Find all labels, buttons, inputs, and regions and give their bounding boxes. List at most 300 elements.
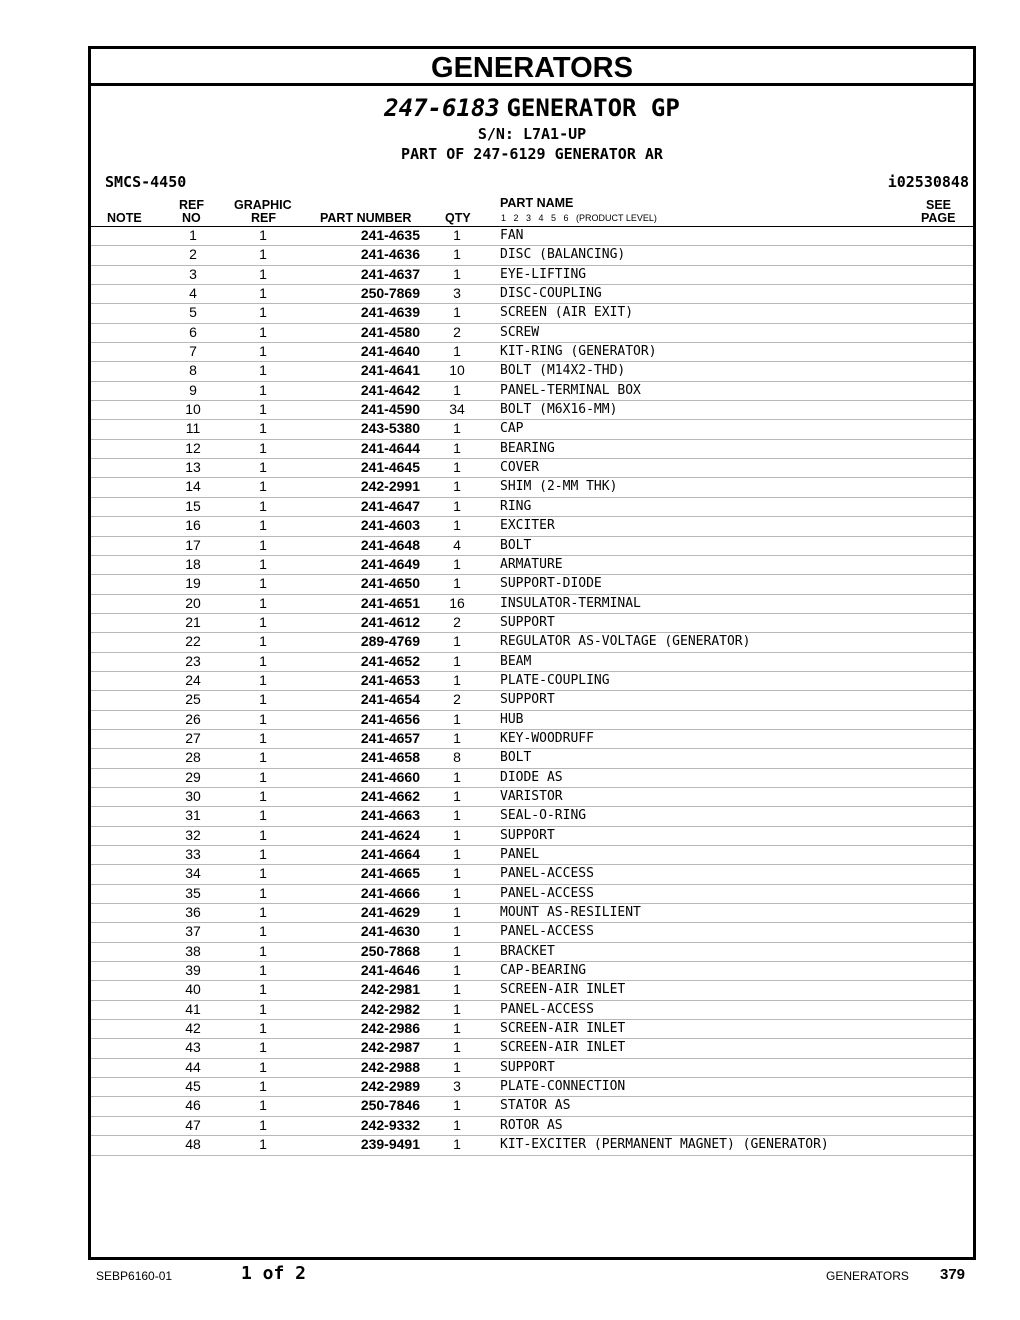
header-part-name: PART NAME (500, 196, 574, 210)
part-name: KIT-EXCITER (PERMANENT MAGNET) (GENERATOR) (500, 1137, 829, 1153)
part-number[interactable]: 241-4590 (360, 401, 420, 418)
ref-no: 3 (189, 265, 197, 282)
quantity: 2 (453, 691, 461, 708)
part-name: KEY-WOODRUFF (500, 730, 594, 746)
graphic-ref: 1 (259, 865, 267, 882)
part-number[interactable]: 241-4635 (360, 227, 420, 243)
parts-list-frame (88, 46, 976, 1260)
section-title: GENERATORS (91, 49, 973, 86)
part-name: SCREW (500, 324, 540, 340)
ref-no: 1 (189, 227, 197, 243)
quantity: 1 (453, 846, 461, 862)
graphic-ref: 1 (259, 420, 267, 437)
quantity: 2 (453, 613, 461, 630)
table-row (91, 362, 973, 381)
quantity: 2 (453, 323, 461, 340)
quantity: 1 (453, 517, 461, 534)
quantity: 4 (453, 536, 461, 553)
part-name: STATOR AS (500, 1098, 571, 1114)
ref-no: 32 (185, 826, 201, 843)
group-name: GENERATOR GP (506, 94, 680, 122)
graphic-ref: 1 (259, 710, 267, 727)
graphic-ref: 1 (259, 517, 267, 534)
table-row (91, 846, 973, 865)
part-number[interactable]: 241-4657 (360, 729, 420, 746)
ref-no: 22 (185, 633, 201, 650)
ref-no: 39 (185, 962, 201, 979)
table-row (91, 788, 973, 807)
graphic-ref: 1 (259, 227, 267, 243)
part-number[interactable]: 241-4580 (360, 323, 420, 340)
quantity: 1 (453, 865, 461, 882)
ref-no: 10 (185, 401, 201, 418)
ref-no: 25 (185, 691, 201, 708)
quantity: 1 (453, 1000, 461, 1017)
table-row (91, 962, 973, 981)
part-of-line: PART OF 247-6129 GENERATOR AR (401, 145, 663, 163)
ref-no: 36 (185, 904, 201, 921)
ref-no: 23 (185, 652, 201, 669)
part-name: RING (500, 498, 532, 514)
graphic-ref: 1 (259, 459, 267, 476)
part-name: BEARING (500, 440, 555, 456)
part-number[interactable]: 242-2988 (360, 1058, 420, 1075)
quantity: 3 (453, 1078, 461, 1095)
part-number[interactable]: 243-5380 (360, 420, 420, 437)
part-name: PANEL-ACCESS (500, 1001, 594, 1017)
part-number[interactable]: 242-9332 (360, 1116, 420, 1133)
ref-no: 30 (185, 787, 201, 804)
graphic-ref: 1 (259, 1097, 267, 1114)
quantity: 1 (453, 1116, 461, 1133)
part-number[interactable]: 250-7846 (360, 1097, 420, 1114)
quantity: 1 (453, 923, 461, 940)
part-number[interactable]: 241-4644 (360, 439, 420, 456)
ref-no: 38 (185, 942, 201, 959)
part-number[interactable]: 242-2982 (360, 1000, 420, 1017)
table-row (91, 614, 973, 633)
quantity: 1 (453, 227, 461, 243)
table-row (91, 1136, 973, 1155)
header-graphic-ref: REF (251, 211, 276, 225)
part-name: DIODE AS (500, 769, 563, 785)
ref-no: 11 (185, 420, 201, 437)
document-id: SEBP6160-01 (96, 1269, 173, 1283)
ref-no: 13 (185, 459, 201, 476)
graphic-ref: 1 (259, 1116, 267, 1133)
quantity: 1 (453, 768, 461, 785)
quantity: 1 (453, 671, 461, 688)
part-number[interactable]: 241-4663 (360, 807, 420, 824)
graphic-ref: 1 (259, 401, 267, 418)
part-name: EYE-LIFTING (500, 266, 587, 282)
table-row (91, 749, 973, 768)
quantity: 1 (453, 652, 461, 669)
part-name: PLATE-CONNECTION (500, 1079, 626, 1095)
ref-no: 27 (185, 729, 201, 746)
table-row (91, 266, 973, 285)
ref-no: 35 (185, 884, 201, 901)
graphic-ref: 1 (259, 981, 267, 998)
graphic-ref: 1 (259, 304, 267, 321)
ref-no: 21 (185, 613, 201, 630)
table-row (91, 653, 973, 672)
part-number[interactable]: 241-4660 (360, 768, 420, 785)
graphic-ref: 1 (259, 846, 267, 862)
part-name: CAP-BEARING (500, 963, 587, 979)
graphic-ref: 1 (259, 1136, 267, 1153)
part-name: PANEL-ACCESS (500, 885, 594, 901)
graphic-ref: 1 (259, 246, 267, 263)
quantity: 1 (453, 439, 461, 456)
table-row (91, 382, 973, 401)
table-row (91, 246, 973, 265)
quantity: 10 (449, 362, 465, 379)
ref-no: 44 (185, 1058, 201, 1075)
quantity: 1 (453, 1136, 461, 1153)
part-number[interactable]: 241-4612 (360, 613, 420, 630)
quantity: 1 (453, 478, 461, 495)
ref-no: 37 (185, 923, 201, 940)
graphic-ref: 1 (259, 729, 267, 746)
part-number[interactable]: 241-4658 (360, 749, 420, 766)
graphic-ref: 1 (259, 265, 267, 282)
graphic-ref: 1 (259, 1078, 267, 1095)
illustration-id: i02530848 (887, 173, 969, 191)
ref-no: 42 (185, 1020, 201, 1037)
table-row (91, 923, 973, 942)
ref-no: 34 (185, 865, 201, 882)
header-part-number: PART NUMBER (320, 211, 412, 225)
ref-no: 5 (189, 304, 197, 321)
part-number[interactable]: 241-4629 (360, 904, 420, 921)
table-row (91, 691, 973, 710)
table-row (91, 1097, 973, 1116)
part-number[interactable]: 242-2987 (360, 1039, 420, 1056)
part-name: BOLT (500, 750, 532, 766)
graphic-ref: 1 (259, 497, 267, 514)
part-name: BEAM (500, 653, 532, 669)
quantity: 1 (453, 1039, 461, 1056)
graphic-ref: 1 (259, 381, 267, 398)
graphic-ref: 1 (259, 555, 267, 572)
table-row (91, 769, 973, 788)
table-row (91, 498, 973, 517)
group-part-number[interactable]: 247-6183 (384, 94, 500, 122)
quantity: 1 (453, 729, 461, 746)
ref-no: 6 (189, 323, 197, 340)
part-name: SUPPORT (500, 827, 555, 843)
ref-no: 4 (189, 285, 197, 302)
table-row (91, 865, 973, 884)
part-number[interactable]: 241-4650 (360, 575, 420, 592)
part-name: SUPPORT (500, 614, 555, 630)
graphic-ref: 1 (259, 962, 267, 979)
table-row (91, 981, 973, 1000)
quantity: 1 (453, 962, 461, 979)
part-name: INSULATOR-TERMINAL (500, 595, 641, 611)
graphic-ref: 1 (259, 826, 267, 843)
part-name: EXCITER (500, 518, 555, 534)
table-row (91, 285, 973, 304)
part-name: SCREEN-AIR INLET (500, 1021, 626, 1037)
table-row (91, 807, 973, 826)
header-ref: REF (179, 198, 204, 212)
table-row (91, 885, 973, 904)
graphic-ref: 1 (259, 285, 267, 302)
part-number[interactable]: 241-4630 (360, 923, 420, 940)
ref-no: 12 (185, 439, 201, 456)
part-number[interactable]: 242-2986 (360, 1020, 420, 1037)
part-name: SHIM (2-MM THK) (500, 479, 618, 495)
table-row (91, 943, 973, 962)
quantity: 1 (453, 942, 461, 959)
part-name: PANEL (500, 847, 540, 862)
quantity: 1 (453, 826, 461, 843)
part-number[interactable]: 241-4666 (360, 884, 420, 901)
ref-no: 20 (185, 594, 201, 611)
graphic-ref: 1 (259, 439, 267, 456)
table-row (91, 904, 973, 923)
graphic-ref: 1 (259, 1058, 267, 1075)
table-row (91, 343, 973, 362)
ref-no: 28 (185, 749, 201, 766)
graphic-ref: 1 (259, 807, 267, 824)
part-name: SCREEN (AIR EXIT) (500, 305, 634, 321)
part-name: CAP (500, 421, 524, 437)
part-number[interactable]: 242-2991 (360, 478, 420, 495)
header-no: NO (182, 211, 201, 225)
ref-no: 45 (185, 1078, 201, 1095)
serial-range: S/N: L7A1-UP (477, 125, 587, 143)
table-row (91, 711, 973, 730)
graphic-ref: 1 (259, 652, 267, 669)
part-name: SEAL-O-RING (500, 808, 587, 824)
graphic-ref: 1 (259, 787, 267, 804)
part-number[interactable]: 241-4648 (360, 536, 420, 553)
graphic-ref: 1 (259, 942, 267, 959)
graphic-ref: 1 (259, 594, 267, 611)
graphic-ref: 1 (259, 749, 267, 766)
ref-no: 41 (185, 1000, 201, 1017)
graphic-ref: 1 (259, 536, 267, 553)
table-row (91, 595, 973, 614)
part-name: KIT-RING (GENERATOR) (500, 344, 657, 360)
part-number[interactable]: 241-4665 (360, 865, 420, 882)
part-name: SUPPORT-DIODE (500, 576, 602, 592)
ref-no: 29 (185, 768, 201, 785)
table-row (91, 575, 973, 594)
graphic-ref: 1 (259, 613, 267, 630)
graphic-ref: 1 (259, 768, 267, 785)
part-name: ROTOR AS (500, 1117, 563, 1133)
part-number[interactable]: 241-4641 (360, 362, 420, 379)
graphic-ref: 1 (259, 923, 267, 940)
part-name: ARMATURE (500, 556, 563, 572)
graphic-ref: 1 (259, 691, 267, 708)
table-row (91, 672, 973, 691)
quantity: 34 (449, 401, 465, 418)
table-row (91, 517, 973, 536)
quantity: 1 (453, 246, 461, 263)
part-number[interactable]: 241-4653 (360, 671, 420, 688)
ref-no: 46 (185, 1097, 201, 1114)
graphic-ref: 1 (259, 671, 267, 688)
quantity: 1 (453, 459, 461, 476)
part-number[interactable]: 241-4640 (360, 343, 420, 360)
header-qty: QTY (445, 211, 471, 225)
quantity: 1 (453, 420, 461, 437)
graphic-ref: 1 (259, 478, 267, 495)
table-row (91, 420, 973, 439)
graphic-ref: 1 (259, 343, 267, 360)
ref-no: 9 (189, 381, 197, 398)
table-row (91, 401, 973, 420)
part-name: MOUNT AS-RESILIENT (500, 905, 641, 921)
ref-no: 14 (185, 478, 201, 495)
ref-no: 47 (185, 1116, 201, 1133)
part-number[interactable]: 241-4603 (360, 517, 420, 534)
part-number[interactable]: 241-4656 (360, 710, 420, 727)
part-number[interactable]: 241-4654 (360, 691, 420, 708)
ref-no: 48 (185, 1136, 201, 1153)
part-name: BOLT (M14X2-THD) (500, 363, 626, 379)
part-number[interactable]: 241-4637 (360, 265, 420, 282)
part-name: COVER (500, 460, 540, 476)
table-row (91, 1059, 973, 1078)
graphic-ref: 1 (259, 904, 267, 921)
graphic-ref: 1 (259, 362, 267, 379)
graphic-ref: 1 (259, 1000, 267, 1017)
part-name: PANEL-TERMINAL BOX (500, 382, 641, 398)
part-name: DISC (BALANCING) (500, 247, 626, 263)
part-number[interactable]: 241-4646 (360, 962, 420, 979)
part-number[interactable]: 241-4645 (360, 459, 420, 476)
graphic-ref: 1 (259, 1020, 267, 1037)
quantity: 1 (453, 265, 461, 282)
quantity: 1 (453, 575, 461, 592)
ref-no: 33 (185, 846, 201, 862)
table-row (91, 459, 973, 478)
table-row (91, 1039, 973, 1058)
table-row (91, 1078, 973, 1097)
header-product-level: 1 2 3 4 5 6 (PRODUCT LEVEL) (501, 213, 657, 223)
ref-no: 17 (185, 536, 201, 553)
table-row (91, 324, 973, 343)
header-see: SEE (926, 198, 952, 212)
parts-table-body (91, 227, 973, 1156)
graphic-ref: 1 (259, 323, 267, 340)
ref-no: 8 (189, 362, 197, 379)
quantity: 1 (453, 497, 461, 514)
part-name: BOLT (500, 537, 532, 553)
quantity: 1 (453, 904, 461, 921)
part-number[interactable]: 289-4769 (360, 633, 420, 650)
quantity: 1 (453, 981, 461, 998)
table-row (91, 730, 973, 749)
graphic-ref: 1 (259, 1039, 267, 1056)
quantity: 8 (453, 749, 461, 766)
ref-no: 24 (185, 671, 201, 688)
quantity: 1 (453, 1058, 461, 1075)
table-row (91, 1020, 973, 1039)
table-row (91, 478, 973, 497)
part-name: BRACKET (500, 943, 555, 959)
part-number[interactable]: 239-9491 (360, 1136, 420, 1153)
page-number: 379 (940, 1266, 966, 1283)
quantity: 1 (453, 381, 461, 398)
part-number[interactable]: 241-4636 (360, 246, 420, 263)
table-row (91, 827, 973, 846)
table-row (91, 556, 973, 575)
footer-section: GENERATORS (826, 1269, 909, 1283)
quantity: 1 (453, 304, 461, 321)
part-number[interactable]: 241-4662 (360, 787, 420, 804)
part-name: BOLT (M6X16-MM) (500, 402, 618, 418)
ref-no: 15 (185, 497, 201, 514)
quantity: 1 (453, 1097, 461, 1114)
part-number[interactable]: 241-4647 (360, 497, 420, 514)
ref-no: 2 (189, 246, 197, 263)
ref-no: 26 (185, 710, 201, 727)
header-graphic: GRAPHIC (234, 198, 292, 212)
part-name: DISC-COUPLING (500, 286, 602, 302)
quantity: 1 (453, 633, 461, 650)
quantity: 1 (453, 1020, 461, 1037)
quantity: 1 (453, 710, 461, 727)
part-number[interactable]: 241-4652 (360, 652, 420, 669)
part-name: SCREEN-AIR INLET (500, 982, 626, 998)
quantity: 1 (453, 555, 461, 572)
part-name: REGULATOR AS-VOLTAGE (GENERATOR) (500, 634, 751, 650)
table-row (91, 304, 973, 323)
part-number[interactable]: 241-4649 (360, 555, 420, 572)
quantity: 1 (453, 884, 461, 901)
part-number[interactable]: 241-4664 (360, 846, 420, 862)
header-note: NOTE (107, 211, 142, 225)
ref-no: 18 (185, 555, 201, 572)
graphic-ref: 1 (259, 575, 267, 592)
part-number[interactable]: 241-4642 (360, 381, 420, 398)
quantity: 1 (453, 807, 461, 824)
quantity: 1 (453, 343, 461, 360)
part-number[interactable]: 241-4624 (360, 826, 420, 843)
ref-no: 43 (185, 1039, 201, 1056)
table-header (91, 194, 973, 227)
table-row (91, 537, 973, 556)
part-number[interactable]: 250-7869 (360, 285, 420, 302)
ref-no: 40 (185, 981, 201, 998)
quantity: 3 (453, 285, 461, 302)
page-of: 1 of 2 (241, 1263, 307, 1284)
quantity: 1 (453, 787, 461, 804)
part-name: FAN (500, 228, 524, 243)
ref-no: 16 (185, 517, 201, 534)
ref-no: 19 (185, 575, 201, 592)
part-name: SUPPORT (500, 1059, 555, 1075)
table-row (91, 227, 973, 246)
part-name: PANEL-ACCESS (500, 866, 594, 882)
part-number[interactable]: 242-2989 (360, 1078, 420, 1095)
part-number[interactable]: 250-7868 (360, 942, 420, 959)
group-title (91, 94, 973, 123)
table-row (91, 440, 973, 459)
part-number[interactable]: 241-4639 (360, 304, 420, 321)
part-number[interactable]: 241-4651 (360, 594, 420, 611)
quantity: 16 (449, 594, 465, 611)
part-name: VARISTOR (500, 788, 563, 804)
part-number[interactable]: 242-2981 (360, 981, 420, 998)
